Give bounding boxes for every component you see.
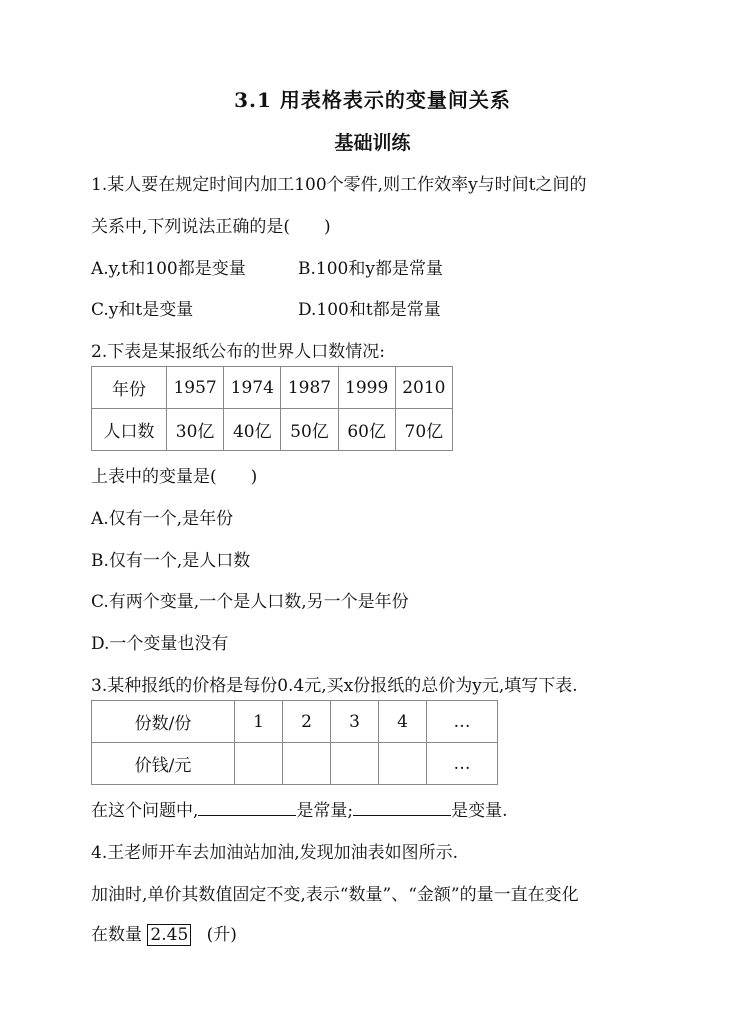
q4-line3-unit: (升) xyxy=(206,925,237,945)
q2-stem: 2.下表是某报纸公布的世界人口数情况: xyxy=(91,342,385,362)
table-cell: 2010 xyxy=(395,367,452,409)
table-cell: 人口数 xyxy=(92,409,167,451)
table-cell: 份数/份 xyxy=(92,701,235,743)
table-cell: … xyxy=(427,743,498,785)
answer-blank-constant xyxy=(198,799,296,816)
table-row xyxy=(92,367,453,409)
q3-fill-prefix: 在这个问题中, xyxy=(91,801,199,821)
table-cell: 40亿 xyxy=(224,409,281,451)
table-cell-blank xyxy=(235,743,283,785)
table-cell: 3 xyxy=(331,701,379,743)
section-subtitle: 基础训练 xyxy=(334,132,411,154)
table-cell: 2 xyxy=(283,701,331,743)
q3-fill-line xyxy=(91,796,508,821)
q3-fill-suffix: 是变量. xyxy=(451,801,508,821)
answer-blank-variable xyxy=(353,799,451,816)
table-cell: 60亿 xyxy=(338,409,395,451)
population-table xyxy=(91,366,453,451)
q4-line3 xyxy=(91,920,237,946)
table-cell: 年份 xyxy=(92,367,167,409)
table-cell: 70亿 xyxy=(395,409,452,451)
table-cell: 1999 xyxy=(338,367,395,409)
q2-question: 上表中的变量是( ) xyxy=(91,467,258,487)
q4-line3-prefix: 在数量 xyxy=(91,925,142,945)
q3-fill-mid: 是常量; xyxy=(296,801,354,821)
table-cell-blank xyxy=(379,743,427,785)
table-row xyxy=(92,409,453,451)
quantity-value-box: 2.45 xyxy=(147,924,191,946)
table-cell: 1957 xyxy=(167,367,224,409)
q1-stem-line2: 关系中,下列说法正确的是( ) xyxy=(91,217,331,237)
q2-option-c: C.有两个变量,一个是人口数,另一个是年份 xyxy=(91,592,409,612)
table-row xyxy=(92,701,498,743)
q1-option-b: B.100和y都是常量 xyxy=(298,259,443,279)
table-row xyxy=(92,743,498,785)
q4-line2: 加油时,单价其数值固定不变,表示“数量”、“金额”的量一直在变化 xyxy=(91,885,579,905)
q2-option-b: B.仅有一个,是人口数 xyxy=(91,551,251,571)
table-cell: 1974 xyxy=(224,367,281,409)
price-table xyxy=(91,700,498,785)
table-cell: 50亿 xyxy=(281,409,338,451)
table-cell-blank xyxy=(331,743,379,785)
table-cell: 4 xyxy=(379,701,427,743)
q1-option-a: A.y,t和100都是变量 xyxy=(91,259,246,279)
q2-option-d: D.一个变量也没有 xyxy=(91,634,229,654)
table-cell-blank xyxy=(283,743,331,785)
table-cell: 1 xyxy=(235,701,283,743)
table-cell: 1987 xyxy=(281,367,338,409)
table-cell: 30亿 xyxy=(167,409,224,451)
q3-stem: 3.某种报纸的价格是每份0.4元,买x份报纸的总价为y元,填写下表. xyxy=(91,676,578,696)
q1-option-c: C.y和t是变量 xyxy=(91,300,194,320)
page-title: 3.1 用表格表示的变量间关系 xyxy=(234,88,511,112)
q4-stem: 4.王老师开车去加油站加油,发现加油表如图所示. xyxy=(91,843,459,863)
table-cell: … xyxy=(427,701,498,743)
table-cell: 价钱/元 xyxy=(92,743,235,785)
q1-stem-line1: 1.某人要在规定时间内加工100个零件,则工作效率y与时间t之间的 xyxy=(91,175,587,195)
q2-option-a: A.仅有一个,是年份 xyxy=(91,509,234,529)
q1-option-d: D.100和t都是常量 xyxy=(298,300,441,320)
